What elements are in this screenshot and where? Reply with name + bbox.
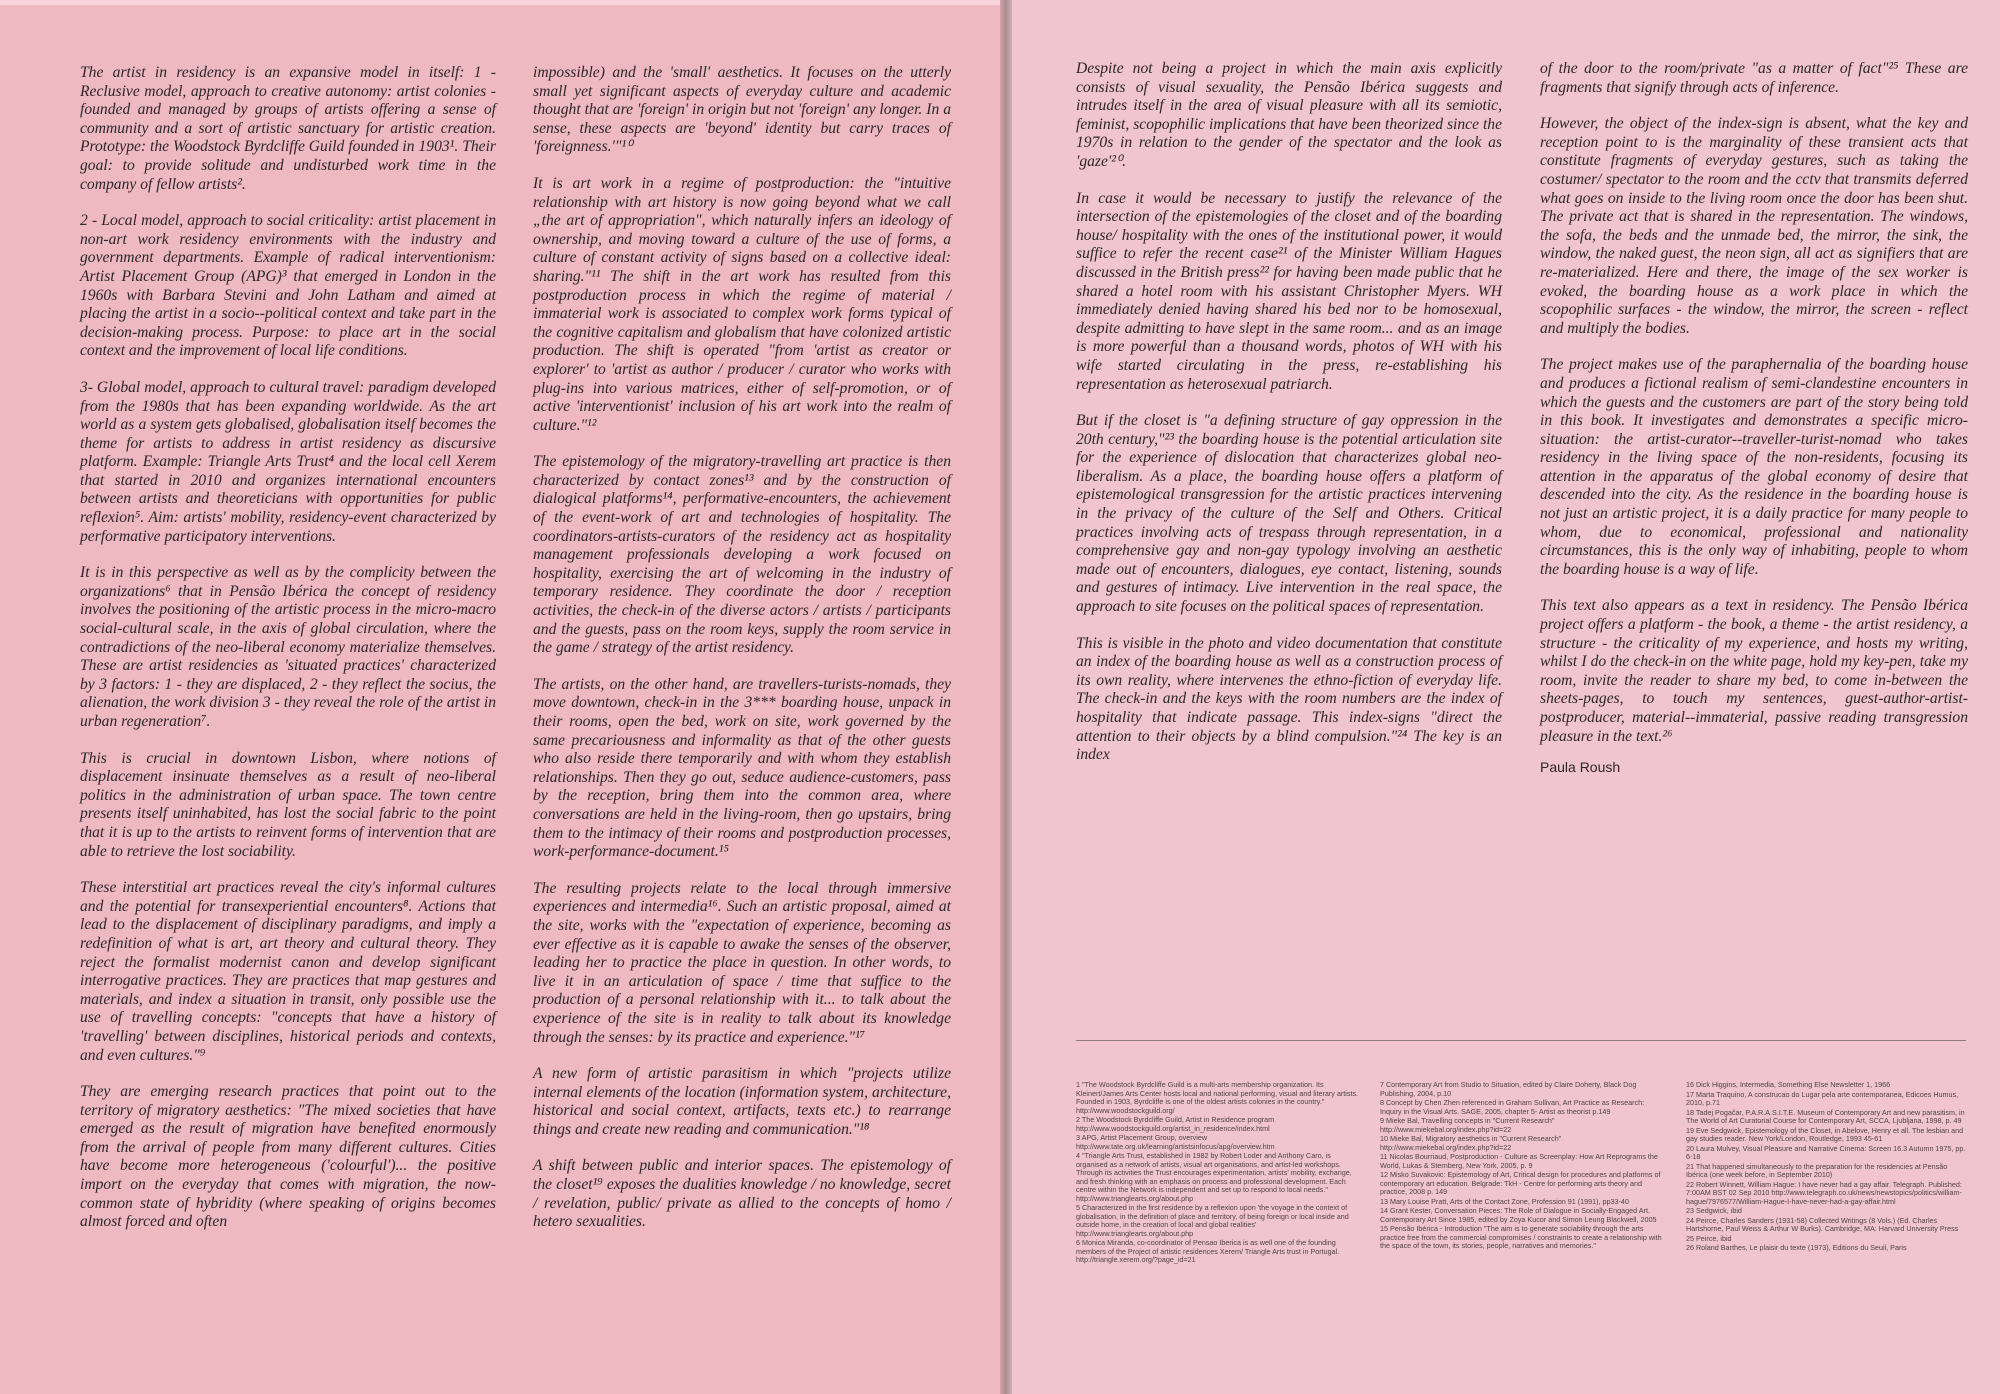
paragraph: impossible) and the 'small' aesthetics. It focuses on the utterly small yet significant aspects of everyday culture and academic thought that are 'foreign' in origin but not 'foreign' any longer. In a sense, these aspects are 'beyond' identity but carry traces of 'foreignness.'"¹⁰ bbox=[533, 64, 951, 156]
footnote: 11 Nicolas Bourriaud, Postproduction - Culture as Screenplay: How Art Reprograms the World, Lukas & Sternberg, New York, 2005, p. 9 bbox=[1380, 1152, 1658, 1170]
paragraph: of the door to the room/private "as a matter of fact"²⁵ These are fragments that signify through acts of inference. bbox=[1540, 60, 1968, 96]
paragraph: But if the closet is "a defining structure of gay oppression in the 20th century,"²³ the boarding house is the potential articulation site for the experience of dislocation that characterizes global neo-liberalism. As a place, the boarding house offers a platform of epistemological transgression for the artistic practices intervening in the privacy of the culture of the Self and Others. Critical practices involving acts of trespass through representation, in a comprehensive gay and non-gay typology involving an aesthetic made out of encounters, dialogues, eye contact, listening, sounds and gestures of intimacy. Live intervention in the real space, the approach to site focuses on the political spaces of representation. bbox=[1076, 412, 1502, 616]
footnotes-column-3 bbox=[1686, 1081, 1968, 1326]
paragraph: This text also appears as a text in residency. The Pensão Ibérica project offers a platform - the book, a theme - the artist residency, a structure - the criticality of my experience, and hosts my writing, whilst I do the check-in on the white page, hold my key-pen, take my room, invite the reader to share my bed, to come in-between the sheets-pages, to touch my sentences, guest-author-artist-postproducer, material--immaterial, passive reading transgression pleasure in the text.²⁶ bbox=[1540, 597, 1968, 745]
footnote: 18 Tadej Pogačar, P.A.R.A.S.I.T.E. Museum of Contemporary Art and new parasitism, in The World of Art Curatorial Course for Contemporary Art, SCCA, Ljubljana, 1998, p. 49 bbox=[1686, 1107, 1965, 1125]
footnote: 20 Laura Mulvey, Visual Pleasure and Narrative Cinema: Screen 16.3 Autumn 1975, pp. 6-18 bbox=[1686, 1143, 1966, 1161]
right-page-column-1 bbox=[1076, 60, 1502, 783]
paragraph: They are emerging research practices that point out to the territory of migratory aesthetics: "The mixed societies that have emerged as the result of migration have benefited enormously from the arrival of people from many different cultures. Cities have become more heterogeneous ('colourful')... the positive import on the everyday that comes with migration, the now-common state of hybridity (where speaking of origins becomes almost forced and often bbox=[80, 1083, 496, 1231]
footnote: 1 "The Woodstock Byrdcliffe Guild is a multi-arts membership organization. Its Kleinert/James Arts Center hosts local and national performing, visual and literary artists. Founded in 1903, Byrdcliffe is one of the oldest artists colonies in the country." http://www.woodstockguild.org/ bbox=[1076, 1081, 1359, 1115]
footnote: 2 The Woodstock Byrdcliffe Guild, Artist in Residence program http://www.woodstockguild.org/artist_in_residence/index.html bbox=[1076, 1115, 1275, 1133]
paragraph: This is crucial in downtown Lisbon, where notions of displacement insinuate themselves as a result of neo-liberal politics in the administration of urban space. The town centre presents itself uninhabited, has lost the social fabric to the point that it is up to the artists to reinvent forms of intervention that are able to retrieve the lost sociability. bbox=[80, 749, 496, 860]
paragraph: The artist in residency is an expansive model in itself: 1 - Reclusive model, approach to creative autonomy: artist colonies - founded and managed by groups of artists offering a sense of community and a sort of artistic sanctuary for artistic creation. Prototype: the Woodstock Byrdcliffe Guild founded in 1903¹. Their goal: to provide solitude and undisturbed work time in the company of fellow artists². bbox=[80, 64, 496, 193]
footnote: 17 Marta Traquino, A construcao do Lugar pela arte contemporanea, Edicoes Humus, 2010, p.71 bbox=[1686, 1089, 1959, 1107]
paragraph: 2 - Local model, approach to social criticality: artist placement in non-art work residency environments with the industry and government departments. Example of radical interventionism: Artist Placement Group (APG)³ that emerged in London in the 1960s with Barbara Stevini and John Latham and aimed at placing the artist in a socio--political context and take part in the decision-making process. Purpose: to place art in the social context and the improvement of local life conditions. bbox=[80, 212, 496, 360]
footnotes-column-1 bbox=[1076, 1081, 1360, 1326]
left-page-column-1 bbox=[80, 64, 496, 1250]
author-signature: Paula Roush bbox=[1540, 759, 1621, 776]
footnote: 4 "Triangle Arts Trust, established in 1982 by Robert Loder and Anthony Caro, is organised as a network of artists, visual art organisations, and artist-led workshops. Through its activities the Trust encourages experimentation, artists' mobility, exchange, and fresh thinking with an emphasis on process and professional development. Each centre within the Network is independent and set up to respond to local needs." http://www.trianglearts.org/about.php bbox=[1076, 1151, 1352, 1203]
footnote: 12 Misko Suvakovic: Epistemology of Art, Critical design for procedures and platforms of contemporary art education. Belgrade: TkH - Centre for performing arts theory and practice, 2008 p. 149 bbox=[1380, 1170, 1661, 1196]
paragraph: The project makes use of the paraphernalia of the boarding house and produces a fictional realism of semi-clandestine encounters in which the guests and the customers are part of the story being told in this book. It investigates and demonstrates a specific micro-situation: the artist-curator--traveller-turist-nomad who takes residency in the living space of the non-residents, focusing its attention in the apparatus of the global economy of desire that descended into the city. As the residence in the boarding house is not just an artistic project, it is a daily practice for many people to whom, due to economical, professional and nationality circumstances, this is the only way of inhabiting, people to whom the boarding house is a way of life. bbox=[1540, 356, 1968, 578]
paragraph: However, the object of the index-sign is absent, what the key and reception point to is the marginality of these transient acts that constitute fragments of everyday gestures, such as taking the costumer/ spectator to the room and the cctv that transmits deferred what goes on inside to the living room once the door has been shut. The private act that is shared in the representation. The windows, the sofa, the beds and the unmade bed, the mirror, the sink, the window, the naked guest, the neon sign, all act as signifiers that are re-materialized. Here and there, the image of the sex worker is evoked, the boarding house as a work place in which the scopophilic surfaces - the window, the mirror, the screen - reflect and multiply the bodies. bbox=[1540, 115, 1968, 337]
footnote: 8 Concept by Chen Zhen referenced in Graham Sullivan, Art Practice as Research: Inquiry in the Visual Arts. SAGE, 2005, chapter 5- Artist as theorist p.149 bbox=[1380, 1098, 1645, 1116]
footnote: 26 Roland Barthes, Le plaisir du texte (1973), Editions du Seuil, Paris bbox=[1686, 1243, 1907, 1252]
paragraph: A shift between public and interior spaces. The epistemology of the closet¹⁹ exposes the dualities knowledge / no knowledge, secret / revelation, public/ private as allied to the concepts of homo / hetero sexualities. bbox=[533, 1157, 951, 1231]
paragraph: This is visible in the photo and video documentation that constitute an index of the boarding house as well as a construction process of its own reality, where intervenes the ethno-fiction of everyday life. The check-in and the keys with the room numbers are the index of hospitality that indicate passage. This index-signs "direct the attention to their objects by a blind compulsion."²⁴ The key is an index bbox=[1076, 634, 1502, 764]
footnote: 14 Grant Kester, Conversation Pieces: The Role of Dialogue in Socially-Engaged Art. Contemporary Art Since 1985, edited by Zoya Kucor and Simon Leung Blackwell, 2005 bbox=[1380, 1206, 1657, 1224]
footnote: 10 Mieke Bal, Migratory aesthetics in "Current Research" http://www.miekebal.org/index.php?id=22 bbox=[1380, 1134, 1562, 1152]
footnote: 16 Dick Higgins, Intermedia, Something Else Newsletter 1, 1966 bbox=[1686, 1081, 1891, 1089]
right-page bbox=[1012, 0, 2000, 1394]
paragraph: The artists, on the other hand, are travellers-turists-nomads, they move downtown, check-in in the 3*** boarding house, unpack in their rooms, open the bed, work on site, work governed by the same precariousness and informality as that of the other guests who also reside there temporarily and with whom they establish relationships. Then they go out, seduce audience-customers, pass by the reception, bring them into the common area, where conversations are held in the living-room, then go upstairs, bring them to the intimacy of their rooms and postproduction processes, work-performance-document.¹⁵ bbox=[533, 675, 951, 861]
footnote: 13 Mary Louise Pratt, Arts of the Contact Zone, Profession 91 (1991), pp33-40 bbox=[1380, 1196, 1629, 1206]
page-top-edge bbox=[0, 0, 1000, 5]
paragraph: It is in this perspective as well as by the complicity between the organizations⁶ that in Pensão Ibérica the concept of residency involves the positioning of the artistic process in the micro-macro social-cultural scale, in the axis of global circulation, where the contradictions of the neo-liberal economy materialize themselves. These are artist residencies as 'situated practices' characterized by 3 factors: 1 - they are displaced, 2 - they reflect the socius, the alienation, the work division 3 - they reveal the role of the artist in urban regeneration⁷. bbox=[80, 564, 496, 730]
book-gutter bbox=[1000, 0, 1012, 1394]
paragraph: 3- Global model, approach to cultural travel: paradigm developed from the 1980s that has been expanding worldwide. As the art world as a system gets globalised, globalisation itself becomes the theme for artists to address in artist residency as discursive platform. Example: Triangle Arts Trust⁴ and the local cell Xerem that started in 2010 and organizes international encounters between artists and theoreticians with opportunities for public reflexion⁵. Aim: artists' mobility, residency-event characterized by performative participatory interventions. bbox=[80, 378, 496, 545]
footnote: 19 Eve Sedgwick, Epistemology of the Closet, in Abelove, Henry et all. The lesbian and gay studies reader. New York/London, Routledge, 1993 45-61 bbox=[1686, 1125, 1964, 1143]
footnote: 22 Robert Winnett, William Hague: I have never had a gay affair. Telegraph. Published: 7:00AM BST 02 Sep 2010 http://www.telegraph.co.uk/news/newstopics/politics/william-hague/7976577/William-Hague-I-have-never-had-a-gay-affair.html bbox=[1686, 1179, 1962, 1206]
footnote: 5 Characterized in the first residence by a reflexion upon 'the voyage in the context of globalisation, in the definition of place and territory, of being foreign or local inside and outside home, in the creation of local and global realities' http://www.trianglearts.org/about.php bbox=[1076, 1203, 1349, 1238]
footnote: 21 That happened simultaneously to the preparation for the residencies at Pensão Ibérica (one week before, in September 2010) bbox=[1686, 1161, 1948, 1179]
right-page-column-2 bbox=[1540, 60, 1968, 777]
paragraph: A new form of artistic parasitism in which "projects utilize internal elements of the location (information system, architecture, historical and social context, artifacts, texts etc.) to rearrange things and create new reading and communication."¹⁸ bbox=[533, 1065, 951, 1138]
paragraph: Despite not being a project in which the main axis explicitly consists of visual sexuality, the Pensão Ibérica suggests and intrudes itself in the area of visual pleasure with all its semiotic, feminist, scopophilic implications that have been theorized since the 1970s in relation to the gender of the spectator and the look as 'gaze'²⁰. bbox=[1076, 60, 1502, 170]
footnote: 3 APG, Artist Placement Group, overview http://www.tate.org.uk/learning/artistsinfocus/apg/overview.htm bbox=[1076, 1133, 1275, 1151]
footnote: 9 Mieke Bal, Travelling concepts in "Current Research" http://www.miekebal.org/index.php?id=22 bbox=[1380, 1116, 1555, 1134]
left-page-column-2 bbox=[533, 64, 951, 1250]
footnote-divider bbox=[1076, 1040, 1966, 1041]
footnote: 6 Monica Miranda, co-coordinator of Pensao Iberica is as well one of the founding members of the Project of artistic residences Xerem/ Triangle Arts trust in Portugal. http://triangle.xerem.org/?page_id=21 bbox=[1076, 1238, 1340, 1264]
footnote: 23 Sedgwick, ibid bbox=[1686, 1206, 1742, 1215]
paragraph: These interstitial art practices reveal the city's informal cultures and the potential for transexperiential encounters⁸. Actions that lead to the displacement of disciplinary paradigms, and imply a redefinition of what is art, art theory and cultural theory. They reject the formalist modernist canon and develop significant interrogative practices. They are practices that map gestures and materials, and index a situation in transit, only possible use the use of travelling concepts: "concepts that have a history of 'travelling' between disciplines, historical periods and contexts, and even cultures."⁹ bbox=[80, 879, 496, 1064]
footnote: 15 Pensão Ibérica - Introduction "The aim is to generate sociability through the arts practice free from the commercial compromises / constraints to create a relationship with the space of the town, its stories, people, narratives and memories." bbox=[1380, 1224, 1662, 1250]
paragraph: The epistemology of the migratory-travelling art practice is then characterized by contact zones¹³ and by the construction of dialogical platforms¹⁴, performative-encounters, the achievement of the event-work of art and technologies of hospitality. The coordinators-artists-curators of the residency act as hospitality management professionals developing a work focused on hospitality, exercising the art of welcoming in the industry of temporary residence. They coordinate the door / reception activities, the check-in of the diverse actors / artists / participants and the guests, pass on the room keys, supply the room service in the game / strategy of the artist residency. bbox=[533, 453, 951, 657]
paragraph: In case it would be necessary to justify the relevance of the intersection of the epistemologies of the closet and of the boarding house/ hospitality with the ones of the institutional power, it would suffice to refer the recent case²¹ of the Minister William Hagues discussed in the British press²² for having been made public that he shared a hotel room with his assistant Christopher Myers. WH immediately denied having shared his bed nor to be homosexual, despite admitting to have slept in the same room... and as an image is more powerful than a thousand words, photos of WH with his wife started circulating in the press, re-establishing his representation as heterosexual patriarch. bbox=[1076, 189, 1502, 393]
paragraph: It is art work in a regime of postproduction: the "intuitive relationship with art history is now going beyond what we call „the art of appropriation", which naturally infers an ideology of ownership, and moving toward a culture of the use of forms, a culture of constant activity of signs based on a collective ideal: sharing."¹¹ The shift in the art work has resulted from this postproduction process in which the regime of material / immaterial work is associated to complex work forms typical of the cognitive capitalism and globalism that have colonized artistic production. The shift is operated "from 'artist as creator or explorer' to 'artist as author / producer / curator who works with plug-ins into various matrices, either of self-promotion, or of active 'interventionist' inclusion of his art work into the realm of culture."¹² bbox=[533, 174, 951, 434]
footnote: 7 Contemporary Art from Studio to Situation, edited by Claire Doherty, Black Dog Publishing, 2004, p.10 bbox=[1380, 1081, 1637, 1098]
footnote: 24 Peirce, Charles Sanders (1931-58) Collected Writings (8 Vols.) (Ed. Charles Hartshorne, Paul Weiss & Arthur W Burks). Cambridge, MA: Harvard University Press bbox=[1686, 1215, 1959, 1233]
footnotes-column-2 bbox=[1380, 1081, 1666, 1326]
paragraph: The resulting projects relate to the local through immersive experiences and intermedia¹⁶. Such an artistic proposal, aimed at the site, works with the "expectation of experience, becoming as ever effective as it is capable to awake the senses of the observer, leading her to practice the place in question. In other words, to live it in an articulation of space / time that suffice to the production of a personal relationship with it... to talk about the experience of the site is in reality to talk about its knowledge through the senses: by its practice and experience."¹⁷ bbox=[533, 879, 951, 1046]
footnote: 25 Peirce, ibid bbox=[1686, 1233, 1732, 1243]
